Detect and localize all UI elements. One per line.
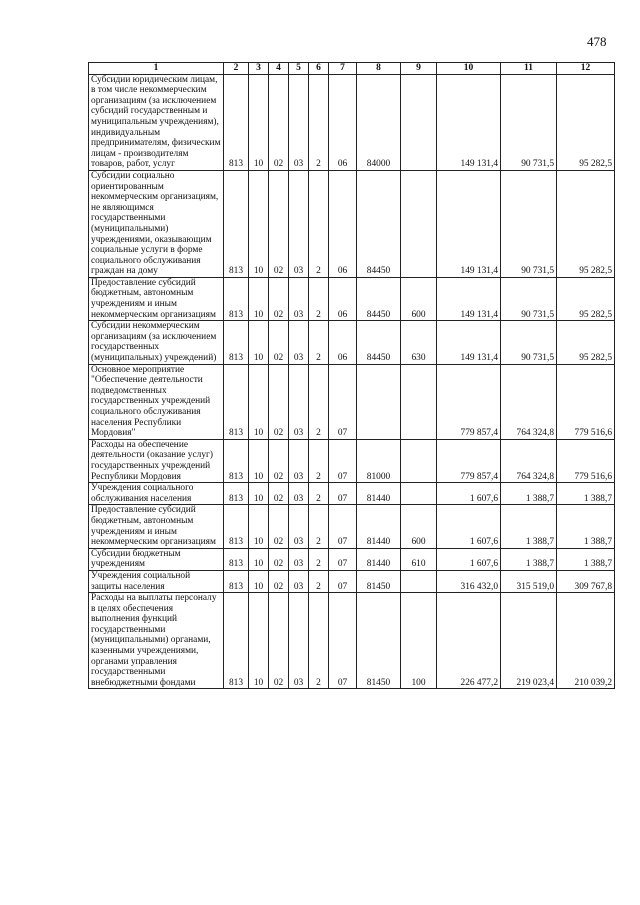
activity-cell: 07 [329,548,357,570]
amount-year1-cell: 1 607,6 [437,483,501,505]
section-cell: 10 [249,570,269,592]
activity-cell: 07 [329,364,357,439]
amount-year1-cell: 316 432,0 [437,570,501,592]
expense-code-cell: 81000 [357,439,401,482]
page-number: 478 [587,34,607,49]
table-row [89,364,615,439]
section-cell: 10 [249,593,269,689]
amount-year2-cell: 90 731,5 [501,74,557,170]
expense-type-cell: 100 [401,593,437,689]
amount-year3-cell: 1 388,7 [557,483,615,505]
column-header: 1 [89,63,224,75]
section-cell: 10 [249,548,269,570]
amount-year1-cell: 1 607,6 [437,505,501,548]
subsection-cell: 02 [269,593,289,689]
subsection-cell: 02 [269,364,289,439]
column-header: 2 [224,63,249,75]
table-body [89,74,615,689]
activity-cell: 07 [329,505,357,548]
budget-chapter-cell: 813 [224,321,249,364]
budget-table [88,62,615,689]
amount-year2-cell: 1 388,7 [501,483,557,505]
row-name-cell: Субсидии юридическим лицам, в том числе некоммерческим организациям (за исключением субсидий государственным и муниципальным учреждениям), индивидуальным предпринимателям, физическим лицам - производителям товаров, работ, услуг [89,74,224,170]
subprogram-cell: 2 [309,593,329,689]
program-cell: 03 [289,570,309,592]
amount-year2-cell: 764 324,8 [501,364,557,439]
table-row [89,505,615,548]
section-cell: 10 [249,277,269,320]
subprogram-cell: 2 [309,505,329,548]
row-name-cell: Предоставление субсидий бюджетным, автономным учреждениям и иным некоммерческим организациям [89,505,224,548]
expense-type-cell: 610 [401,548,437,570]
expense-type-cell [401,439,437,482]
program-cell: 03 [289,548,309,570]
row-name-cell: Субсидии бюджетным учреждениям [89,548,224,570]
section-cell: 10 [249,321,269,364]
budget-chapter-cell: 813 [224,364,249,439]
expense-code-cell: 81450 [357,570,401,592]
amount-year2-cell: 1 388,7 [501,505,557,548]
table-row [89,593,615,689]
program-cell: 03 [289,505,309,548]
subsection-cell: 02 [269,321,289,364]
column-header: 4 [269,63,289,75]
table-row [89,277,615,320]
section-cell: 10 [249,364,269,439]
amount-year1-cell: 149 131,4 [437,170,501,277]
row-name-cell: Учреждения социального обслуживания населения [89,483,224,505]
amount-year2-cell: 315 519,0 [501,570,557,592]
column-header: 12 [557,63,615,75]
expense-code-cell: 81440 [357,548,401,570]
activity-cell: 07 [329,570,357,592]
section-cell: 10 [249,74,269,170]
amount-year3-cell: 95 282,5 [557,321,615,364]
activity-cell: 06 [329,277,357,320]
amount-year2-cell: 90 731,5 [501,170,557,277]
row-name-cell: Учреждения социальной защиты населения [89,570,224,592]
subprogram-cell: 2 [309,170,329,277]
subprogram-cell: 2 [309,439,329,482]
subsection-cell: 02 [269,74,289,170]
table-row [89,548,615,570]
header-row [89,63,615,75]
budget-chapter-cell: 813 [224,570,249,592]
subsection-cell: 02 [269,570,289,592]
amount-year3-cell: 95 282,5 [557,277,615,320]
column-header: 10 [437,63,501,75]
activity-cell: 07 [329,439,357,482]
row-name-cell: Расходы на обеспечение деятельности (оказание услуг) государственных учреждений Республики Мордовия [89,439,224,482]
expense-type-cell [401,74,437,170]
table-row [89,170,615,277]
column-header: 7 [329,63,357,75]
amount-year2-cell: 1 388,7 [501,548,557,570]
table-row [89,483,615,505]
subsection-cell: 02 [269,548,289,570]
program-cell: 03 [289,74,309,170]
expense-type-cell [401,364,437,439]
amount-year3-cell: 1 388,7 [557,505,615,548]
subprogram-cell: 2 [309,548,329,570]
subprogram-cell: 2 [309,570,329,592]
section-cell: 10 [249,170,269,277]
section-cell: 10 [249,439,269,482]
expense-code-cell: 84450 [357,321,401,364]
subsection-cell: 02 [269,277,289,320]
amount-year1-cell: 779 857,4 [437,439,501,482]
amount-year3-cell: 779 516,6 [557,439,615,482]
program-cell: 03 [289,170,309,277]
expense-type-cell: 600 [401,277,437,320]
expense-code-cell: 84000 [357,74,401,170]
row-name-cell: Предоставление субсидий бюджетным, автономным учреждениям и иным некоммерческим организациям [89,277,224,320]
expense-code-cell: 81450 [357,593,401,689]
section-cell: 10 [249,483,269,505]
activity-cell: 06 [329,170,357,277]
amount-year1-cell: 226 477,2 [437,593,501,689]
program-cell: 03 [289,439,309,482]
program-cell: 03 [289,593,309,689]
activity-cell: 07 [329,483,357,505]
budget-chapter-cell: 813 [224,170,249,277]
amount-year1-cell: 779 857,4 [437,364,501,439]
table-row [89,321,615,364]
amount-year3-cell: 309 767,8 [557,570,615,592]
amount-year2-cell: 764 324,8 [501,439,557,482]
column-header: 5 [289,63,309,75]
subprogram-cell: 2 [309,483,329,505]
expense-code-cell: 81440 [357,483,401,505]
subsection-cell: 02 [269,170,289,277]
budget-chapter-cell: 813 [224,593,249,689]
expense-type-cell: 600 [401,505,437,548]
subprogram-cell: 2 [309,321,329,364]
table-row [89,439,615,482]
amount-year1-cell: 1 607,6 [437,548,501,570]
expense-type-cell [401,483,437,505]
table-row [89,570,615,592]
amount-year3-cell: 1 388,7 [557,548,615,570]
amount-year2-cell: 90 731,5 [501,321,557,364]
column-header: 9 [401,63,437,75]
amount-year1-cell: 149 131,4 [437,74,501,170]
expense-type-cell [401,170,437,277]
amount-year3-cell: 779 516,6 [557,364,615,439]
budget-chapter-cell: 813 [224,548,249,570]
row-name-cell: Расходы на выплаты персоналу в целях обеспечения выполнения функций государственными (муниципальными) органами, казенными учреждениями, органами управления государственными внебюджетными фондами [89,593,224,689]
row-name-cell: Субсидии социально ориентированным некоммерческим организациям, не являющимся государственными (муниципальными) учреждениями, оказывающим социальные услуги в форме социального обслуживания граждан на дому [89,170,224,277]
column-header: 3 [249,63,269,75]
budget-chapter-cell: 813 [224,439,249,482]
amount-year1-cell: 149 131,4 [437,321,501,364]
column-header: 6 [309,63,329,75]
amount-year1-cell: 149 131,4 [437,277,501,320]
row-name-cell: Субсидии некоммерческим организациям (за исключением государственных (муниципальных) учреждений) [89,321,224,364]
budget-chapter-cell: 813 [224,74,249,170]
budget-chapter-cell: 813 [224,483,249,505]
activity-cell: 06 [329,74,357,170]
expense-code-cell: 81440 [357,505,401,548]
table-row [89,74,615,170]
subsection-cell: 02 [269,483,289,505]
activity-cell: 06 [329,321,357,364]
column-header: 11 [501,63,557,75]
subprogram-cell: 2 [309,364,329,439]
amount-year3-cell: 95 282,5 [557,170,615,277]
expense-type-cell: 630 [401,321,437,364]
program-cell: 03 [289,483,309,505]
section-cell: 10 [249,505,269,548]
subsection-cell: 02 [269,439,289,482]
column-header: 8 [357,63,401,75]
expense-code-cell: 84450 [357,170,401,277]
program-cell: 03 [289,364,309,439]
amount-year2-cell: 90 731,5 [501,277,557,320]
subsection-cell: 02 [269,505,289,548]
amount-year3-cell: 210 039,2 [557,593,615,689]
expense-code-cell: 84450 [357,277,401,320]
subprogram-cell: 2 [309,277,329,320]
program-cell: 03 [289,321,309,364]
subprogram-cell: 2 [309,74,329,170]
row-name-cell: Основное мероприятие "Обеспечение деятельности подведомственных государственных учреждений социального обслуживания населения Республики Мордовия" [89,364,224,439]
amount-year3-cell: 95 282,5 [557,74,615,170]
expense-code-cell [357,364,401,439]
budget-chapter-cell: 813 [224,505,249,548]
activity-cell: 07 [329,593,357,689]
program-cell: 03 [289,277,309,320]
budget-chapter-cell: 813 [224,277,249,320]
amount-year2-cell: 219 023,4 [501,593,557,689]
expense-type-cell [401,570,437,592]
